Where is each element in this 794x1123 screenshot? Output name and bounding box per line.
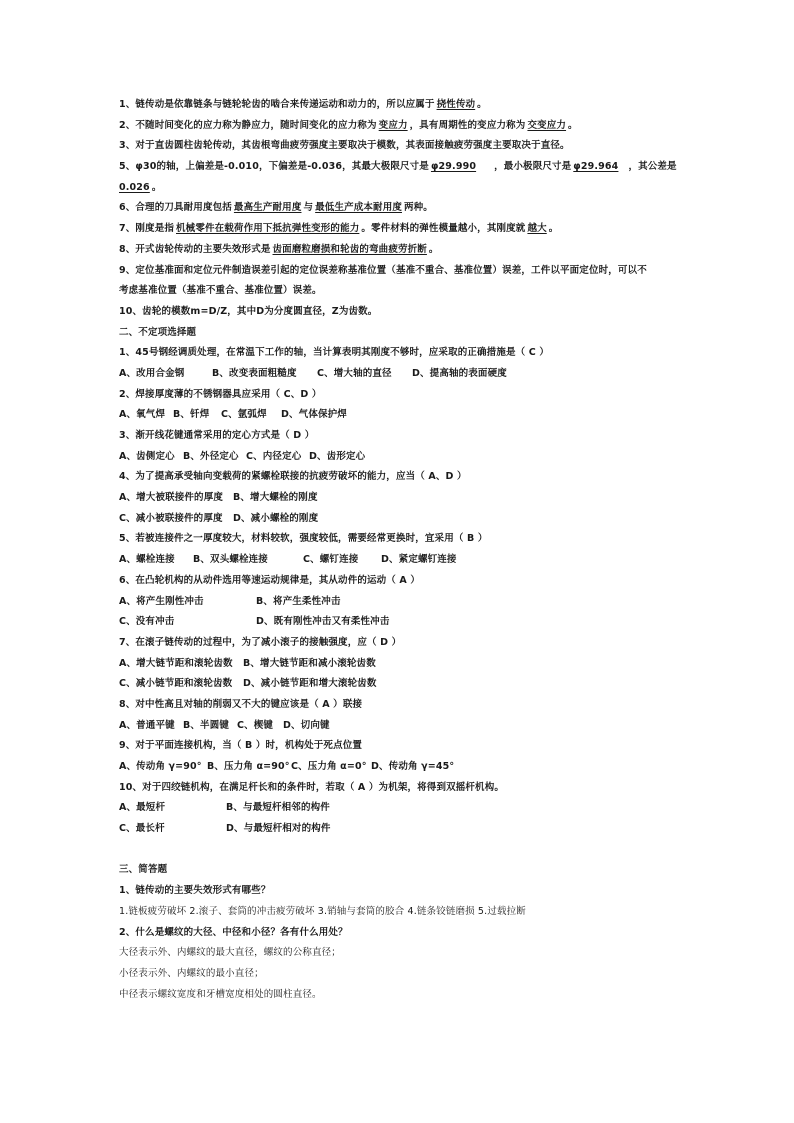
answer-blank: 机械零件在载荷作用下抵抗弹性变形的能力 — [176, 223, 360, 235]
option: A、增大被联接件的厚度 — [119, 492, 224, 504]
answer-blank: 交变应力 — [527, 119, 567, 131]
line-text: 9、定位基准面和定位元件制造误差引起的定位误差称基准位置（基准不重合、基准位置）误差，工件以平面定位时，可以不 — [119, 264, 647, 276]
option: B、与最短杆相邻的构件 — [226, 802, 330, 814]
answer-blank: 变应力 — [378, 119, 408, 131]
question-text: 4、为了提高承受轴向变载荷的紧螺栓联接的抗疲劳破坏的能力，应当（ A、D ） — [119, 471, 467, 483]
question-text: 10、对于四绞链机构，在满足杆长和的条件时，若取（ A ）为机架，将得到双摇杆机构。 — [119, 781, 504, 793]
line-text: 。零件材料的弹性模量越小，其刚度就 — [361, 223, 526, 235]
options-row — [119, 592, 689, 613]
answer-blank: 越大 — [527, 223, 547, 235]
line-text: 1、链传动是依靠链条与链轮轮齿的啮合来传递运动和动力的，所以应属于 — [119, 99, 435, 110]
option: D、既有刚性冲击又有柔性冲击 — [256, 616, 390, 628]
option: A、传动角 γ=90° — [119, 761, 202, 772]
answer-blank: φ29.990 — [430, 161, 477, 173]
line-text: 两种。 — [404, 202, 433, 214]
fill-in-line — [119, 157, 689, 178]
fill-in-line — [119, 219, 689, 240]
option: C、减小被联接件的厚度 — [119, 512, 223, 524]
option: C、没有冲击 — [119, 616, 175, 628]
option: A、螺栓连接 — [119, 554, 175, 566]
option: C、内径定心 — [246, 450, 302, 462]
options-row — [119, 550, 689, 571]
option: D、减小螺栓的刚度 — [233, 512, 319, 524]
answer-blank: 最高生产耐用度 — [233, 202, 302, 214]
section-title: 二、不定项选择题 — [119, 326, 197, 338]
fill-in-line — [119, 302, 689, 323]
option: C、压力角 α=0° — [291, 761, 367, 772]
option: B、钎焊 — [173, 409, 210, 421]
line-text: ，其公差是 — [628, 161, 677, 173]
option: D、传动角 γ=45° — [371, 761, 455, 772]
option: C、楔键 — [237, 719, 274, 731]
question-text: 2、什么是螺纹的大径、中径和小径？各有什么用处？ — [119, 926, 348, 938]
option: A、氧气焊 — [119, 409, 166, 421]
section-title: 三、简答题 — [119, 864, 168, 876]
line-text: 。 — [568, 119, 578, 131]
short-answer-section — [119, 860, 689, 1005]
line-text: 7、刚度是指 — [119, 223, 175, 235]
option: D、切向键 — [283, 719, 330, 731]
fill-in-line — [119, 198, 689, 219]
option: D、齿形定心 — [309, 450, 366, 462]
fill-in-line — [119, 281, 689, 302]
option: B、双头螺栓连接 — [193, 554, 268, 566]
option: A、将产生刚性冲击 — [119, 595, 204, 607]
options-row — [119, 674, 689, 695]
option: A、改用合金钢 — [119, 367, 185, 379]
question-text: 3、渐开线花键通常采用的定心方式是（ D ） — [119, 430, 315, 441]
line-text: 8、开式齿轮传动的主要失效形式是 — [119, 243, 271, 255]
answer-blank: 0.026 — [119, 181, 150, 193]
options-row — [119, 405, 689, 426]
line-text: 6、合理的刀具耐用度包括 — [119, 202, 232, 214]
line-text: 考虑基准位置（基准不重合、基准位置）误差。 — [119, 285, 322, 297]
option: D、提高轴的表面硬度 — [412, 367, 507, 379]
option: B、增大螺栓的刚度 — [233, 492, 318, 504]
option: C、螺钉连接 — [303, 554, 359, 566]
fill-in-line — [119, 178, 689, 199]
options-row — [119, 488, 689, 509]
question-text: 7、在滚子链传动的过程中，为了减小滚子的接触强度，应（ D ） — [119, 636, 402, 648]
line-text: 与 — [303, 202, 314, 214]
option: A、增大链节距和滚轮齿数 — [119, 657, 233, 669]
options-row — [119, 819, 689, 840]
option: D、减小链节距和增大滚轮齿数 — [243, 678, 377, 690]
option: B、增大链节距和减小滚轮齿数 — [243, 657, 376, 669]
option: B、将产生柔性冲击 — [256, 595, 341, 607]
blank-line — [119, 840, 689, 861]
option: D、与最短杆相对的构件 — [226, 823, 331, 835]
question-text: 6、在凸轮机构的从动件选用等速运动规律是，其从动件的运动（ A ） — [119, 574, 421, 586]
option: D、气体保护焊 — [281, 409, 347, 421]
answer-blank: 最低生产成本耐用度 — [315, 202, 402, 214]
answer-text: 大径表示外、内螺纹的最大直径，螺纹的公称直径； — [119, 947, 341, 959]
line-text: 。 — [477, 99, 487, 110]
question-text: 1、链传动的主要失效形式有哪些？ — [119, 885, 271, 897]
options-row — [119, 447, 689, 468]
multiple-choice-section — [119, 323, 689, 840]
line-text: 5、φ30的轴，上偏差是-0.010，下偏差是-0.036，其最大极限尺寸是 — [119, 161, 429, 173]
answer-text: 中径表示螺纹宽度和牙槽宽度相处的圆柱直径。 — [119, 988, 322, 1000]
answer-blank: φ29.964 — [573, 161, 619, 173]
question-text: 1、45号钢经调质处理，在常温下工作的轴，当计算表明其刚度不够时，应采取的正确措施是（ C ） — [119, 347, 549, 359]
option: A、普通平键 — [119, 719, 175, 731]
line-text: 2、不随时间变化的应力称为静应力，随时间变化的应力称为 — [119, 119, 377, 131]
answer-text: 小径表示外、内螺纹的最小直径； — [119, 967, 264, 979]
options-row — [119, 716, 689, 737]
question-text: 2、焊接厚度薄的不锈钢器具应采用（ C、D ） — [119, 388, 322, 400]
question-text: 5、若被连接件之一厚度较大，材料较软，强度较低，需要经常更换时，宜采用（ B ） — [119, 533, 488, 545]
option: C、增大轴的直径 — [317, 367, 392, 379]
option: C、最长杆 — [119, 823, 165, 835]
answer-blank: 齿面磨粒磨损和轮齿的弯曲疲劳折断 — [272, 243, 427, 255]
answer-blank: 挠性传动 — [436, 99, 476, 110]
fill-in-line — [119, 95, 689, 116]
fill-in-line — [119, 136, 689, 157]
options-row — [119, 364, 689, 385]
option: B、改变表面粗糙度 — [212, 367, 297, 379]
line-text: ，具有周期性的变应力称为 — [409, 119, 526, 131]
fill-in-line — [119, 261, 689, 282]
question-text: 8、对中性高且对轴的削弱又不大的键应该是（ A ）联接 — [119, 698, 363, 710]
line-text: 。 — [428, 243, 439, 255]
option: C、减小链节距和滚轮齿数 — [119, 678, 233, 690]
fill-in-line — [119, 240, 689, 261]
line-text: 10、齿轮的模数m=D/Z，其中D为分度圆直径，Z为齿数。 — [119, 305, 378, 317]
options-row — [119, 654, 689, 675]
answer-text: 1.链板疲劳破坏 2.滚子、套筒的冲击疲劳破坏 3.销轴与套筒的胶合 4.链条铰链磨损 5.过载拉断 — [119, 905, 526, 917]
line-text: ，最小极限尺寸是 — [494, 161, 572, 173]
line-text: 。 — [548, 223, 559, 235]
option: B、压力角 α=90° — [207, 761, 290, 772]
fill-in-section — [119, 95, 689, 323]
option: C、氩弧焊 — [221, 409, 267, 421]
options-row — [119, 757, 689, 778]
fill-in-line — [119, 116, 689, 137]
options-row — [119, 509, 689, 530]
option: B、半圆键 — [183, 719, 229, 731]
document-page — [119, 95, 689, 1005]
options-row — [119, 798, 689, 819]
option: A、齿侧定心 — [119, 450, 175, 462]
option: A、最短杆 — [119, 802, 166, 814]
question-text: 9、对于平面连接机构，当（ B ）时，机构处于死点位置 — [119, 740, 363, 752]
line-text: 3、对于直齿圆柱齿轮传动，其齿根弯曲疲劳强度主要取决于模数，其表面接触疲劳强度主要取决于直径。 — [119, 140, 570, 152]
option: D、紧定螺钉连接 — [381, 554, 457, 566]
option: B、外径定心 — [183, 450, 239, 462]
options-row — [119, 612, 689, 633]
line-text: 。 — [151, 181, 162, 193]
